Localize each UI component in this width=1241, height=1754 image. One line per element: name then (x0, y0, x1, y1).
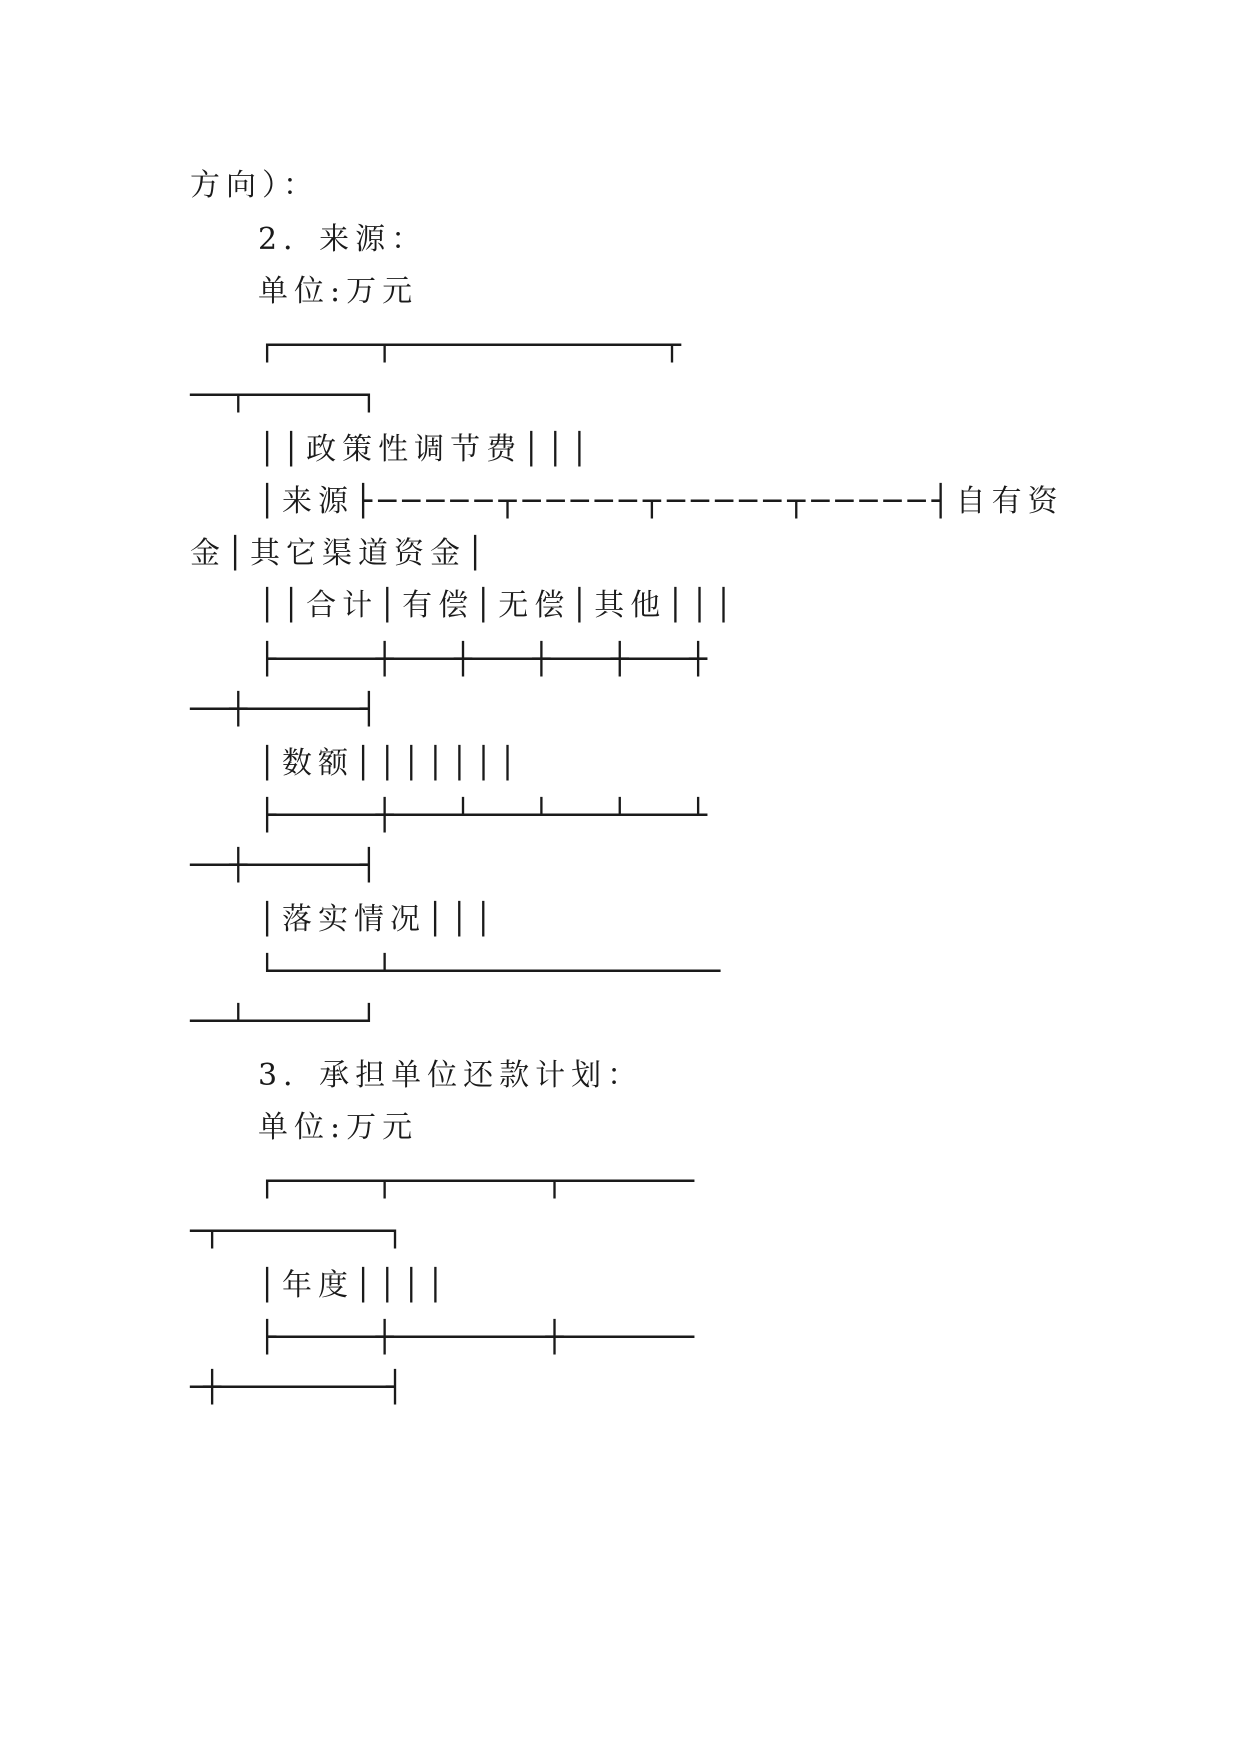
table-divider-2-cont: ───┼─────────┤ (190, 848, 373, 883)
table2-divider-cont: ─┼─────────────┤ (190, 1370, 399, 1405)
table-row-status: │落实情况│││ (258, 902, 499, 937)
table-row-source-cont: 金│其它渠道资金│ (190, 536, 491, 571)
table-divider-2: ├────────┼─────┴─────┴─────┴─────┴ (258, 798, 703, 833)
table2-border-top: ┌────────┬────────────┬────────── (258, 1164, 690, 1199)
table-row-policy-fee: ││政策性调节费│││ (258, 432, 595, 467)
table-border-bottom: └────────┴───────────────────────── (258, 954, 716, 989)
table2-divider: ├────────┼────────────┼────────── (258, 1320, 690, 1355)
table2-border-top-cont: ─┬─────────────┐ (190, 1214, 399, 1249)
table-row-source: │来源├─────┬─────┬─────┬─────┤自有资 (258, 484, 1064, 519)
unit-label-2: 单位:万元 (258, 1110, 419, 1145)
table-border-top-cont: ───┬─────────┐ (190, 378, 373, 413)
unit-label: 单位:万元 (258, 274, 419, 309)
table-row-subheaders: ││合计│有偿│无偿│其他│││ (258, 588, 739, 623)
table-divider-1-cont: ───┼─────────┤ (190, 692, 373, 727)
line-direction: 方向）： (190, 168, 319, 203)
heading-source: 2．来源： (258, 222, 428, 257)
table-border-bottom-cont: ───┴─────────┘ (190, 1004, 373, 1039)
table-row-amount: │数额│││││││ (258, 746, 523, 781)
table2-row-year: │年度││││ (258, 1268, 451, 1303)
table-border-top: ┌────────┬─────────────────────┬ (258, 328, 676, 363)
heading-repayment: 3．承担单位还款计划： (258, 1058, 644, 1093)
table-divider-1: ├────────┼─────┼─────┼─────┼─────┼ (258, 642, 703, 677)
